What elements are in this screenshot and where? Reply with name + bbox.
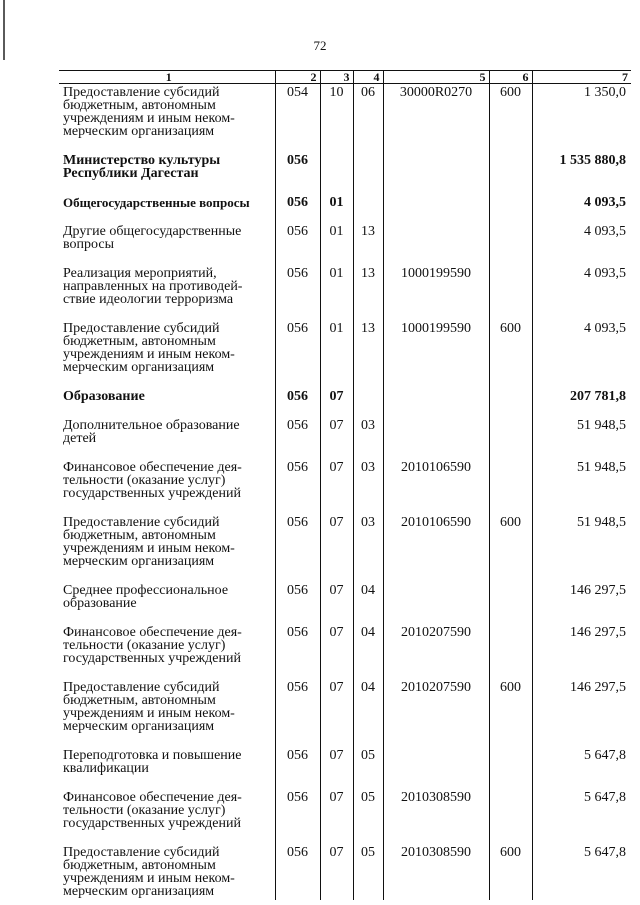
cell-amount: 4 093,5 <box>532 322 631 390</box>
cell-expense-type: 600 <box>489 84 532 155</box>
cell-expense-type <box>489 461 532 516</box>
header-row <box>59 71 631 84</box>
cell-subsection-code: 04 <box>353 681 383 749</box>
cell-expense-type <box>489 791 532 846</box>
table-row <box>59 846 631 900</box>
cell-ministry-code: 056 <box>275 791 320 846</box>
cell-subsection-code: 04 <box>353 584 383 626</box>
cell-subsection-code: 05 <box>353 749 383 791</box>
cell-name: Финансовое обеспечение дея-тельности (оказание услуг) государственных учреждений <box>63 790 242 831</box>
cell-amount: 146 297,5 <box>532 681 631 749</box>
cell-expense-type <box>489 196 532 225</box>
cell-subsection-code: 04 <box>353 626 383 681</box>
cell-subsection-code <box>353 154 383 196</box>
cell-section-code: 01 <box>320 225 353 267</box>
table-row <box>59 584 631 626</box>
cell-subsection-code: 13 <box>353 322 383 390</box>
cell-section-code: 01 <box>320 196 353 225</box>
cell-expense-type <box>489 225 532 267</box>
cell-target-code: 1000199590 <box>383 322 489 390</box>
cell-expense-type: 600 <box>489 681 532 749</box>
cell-target-code: 2010308590 <box>383 791 489 846</box>
cell-target-code: 2010106590 <box>383 461 489 516</box>
cell-section-code: 07 <box>320 749 353 791</box>
cell-amount: 4 093,5 <box>532 225 631 267</box>
cell-amount: 5 647,8 <box>532 846 631 900</box>
cell-amount: 51 948,5 <box>532 461 631 516</box>
cell-section-code: 07 <box>320 419 353 461</box>
table-row <box>59 516 631 584</box>
budget-table <box>59 70 631 900</box>
cell-subsection-code: 13 <box>353 267 383 322</box>
cell-section-code: 07 <box>320 626 353 681</box>
col-header-target: 5 <box>383 71 489 84</box>
cell-subsection-code: 06 <box>353 84 383 155</box>
cell-amount: 4 093,5 <box>532 196 631 225</box>
cell-target-code: 2010207590 <box>383 681 489 749</box>
table-row <box>59 84 631 155</box>
cell-name: Среднее профессиональное образование <box>63 583 229 611</box>
cell-section-code: 01 <box>320 322 353 390</box>
cell-ministry-code: 056 <box>275 196 320 225</box>
cell-ministry-code: 056 <box>275 419 320 461</box>
cell-expense-type: 600 <box>489 846 532 900</box>
col-header-type: 6 <box>489 71 532 84</box>
cell-amount: 146 297,5 <box>532 584 631 626</box>
cell-ministry-code: 056 <box>275 516 320 584</box>
table-row <box>59 681 631 749</box>
table-row <box>59 461 631 516</box>
cell-target-code: 2010308590 <box>383 846 489 900</box>
cell-ministry-code: 056 <box>275 749 320 791</box>
cell-ministry-code: 056 <box>275 461 320 516</box>
cell-target-code <box>383 225 489 267</box>
cell-section-code: 01 <box>320 267 353 322</box>
cell-subsection-code: 03 <box>353 419 383 461</box>
cell-ministry-code: 056 <box>275 267 320 322</box>
cell-expense-type <box>489 390 532 419</box>
cell-section-code <box>320 154 353 196</box>
cell-subsection-code: 03 <box>353 516 383 584</box>
cell-expense-type: 600 <box>489 322 532 390</box>
cell-target-code: 2010106590 <box>383 516 489 584</box>
cell-name: Финансовое обеспечение дея-тельности (оказание услуг) государственных учреждений <box>63 460 242 501</box>
cell-section-code: 07 <box>320 461 353 516</box>
cell-section-code: 07 <box>320 791 353 846</box>
table-row <box>59 626 631 681</box>
cell-section-code: 07 <box>320 516 353 584</box>
col-header-name: 1 <box>59 71 275 84</box>
cell-expense-type <box>489 584 532 626</box>
table-row <box>59 419 631 461</box>
cell-target-code <box>383 584 489 626</box>
table-row <box>59 267 631 322</box>
cell-amount: 1 350,0 <box>532 84 631 155</box>
cell-ministry-code: 056 <box>275 846 320 900</box>
cell-name: Общегосударственные вопросы <box>63 195 250 210</box>
table-row <box>59 322 631 390</box>
cell-name: Предоставление субсидий бюджетным, автономным учреждениям и иным неком-мерческим организациям <box>63 680 235 734</box>
cell-expense-type: 600 <box>489 516 532 584</box>
table-row <box>59 225 631 267</box>
cell-ministry-code: 054 <box>275 84 320 155</box>
cell-ministry-code: 056 <box>275 584 320 626</box>
cell-name: Предоставление субсидий бюджетным, автономным учреждениям и иным неком-мерческим организациям <box>63 845 235 899</box>
cell-target-code <box>383 419 489 461</box>
cell-name: Министерство культуры Республики Дагестан <box>63 153 221 181</box>
cell-section-code: 07 <box>320 584 353 626</box>
cell-target-code <box>383 749 489 791</box>
cell-name: Другие общегосударственные вопросы <box>63 224 242 252</box>
cell-ministry-code: 056 <box>275 626 320 681</box>
cell-ministry-code: 056 <box>275 225 320 267</box>
col-header-amount: 7 <box>532 71 631 84</box>
cell-name: Предоставление субсидий бюджетным, автономным учреждениям и иным неком-мерческим организациям <box>63 515 235 569</box>
cell-target-code <box>383 154 489 196</box>
cell-ministry-code: 056 <box>275 154 320 196</box>
table-row <box>59 390 631 419</box>
cell-amount: 207 781,8 <box>532 390 631 419</box>
cell-expense-type <box>489 749 532 791</box>
cell-amount: 5 647,8 <box>532 749 631 791</box>
table-row <box>59 791 631 846</box>
cell-subsection-code: 13 <box>353 225 383 267</box>
cell-ministry-code: 056 <box>275 681 320 749</box>
cell-subsection-code: 05 <box>353 791 383 846</box>
cell-name: Предоставление субсидий бюджетным, автономным учреждениям и иным неком-мерческим организациям <box>63 321 235 375</box>
cell-expense-type <box>489 154 532 196</box>
cell-target-code <box>383 196 489 225</box>
cell-amount: 146 297,5 <box>532 626 631 681</box>
cell-expense-type <box>489 267 532 322</box>
cell-target-code: 30000R0270 <box>383 84 489 155</box>
cell-amount: 51 948,5 <box>532 516 631 584</box>
cell-name: Образование <box>63 389 145 404</box>
cell-amount: 1 535 880,8 <box>532 154 631 196</box>
cell-subsection-code: 05 <box>353 846 383 900</box>
cell-section-code: 07 <box>320 846 353 900</box>
cell-name: Предоставление субсидий бюджетным, автономным учреждениям и иным неком-мерческим организациям <box>63 85 235 139</box>
cell-section-code: 07 <box>320 681 353 749</box>
cell-name: Дополнительное образование детей <box>63 418 240 446</box>
cell-subsection-code <box>353 196 383 225</box>
cell-expense-type <box>489 626 532 681</box>
cell-target-code <box>383 390 489 419</box>
cell-amount: 5 647,8 <box>532 791 631 846</box>
cell-target-code: 2010207590 <box>383 626 489 681</box>
table-row <box>59 154 631 196</box>
cell-ministry-code: 056 <box>275 322 320 390</box>
table-row <box>59 196 631 225</box>
cell-name: Финансовое обеспечение дея-тельности (оказание услуг) государственных учреждений <box>63 625 242 666</box>
col-header-subsection: 4 <box>353 71 383 84</box>
cell-expense-type <box>489 419 532 461</box>
cell-subsection-code <box>353 390 383 419</box>
cell-target-code: 1000199590 <box>383 267 489 322</box>
cell-subsection-code: 03 <box>353 461 383 516</box>
cell-amount: 51 948,5 <box>532 419 631 461</box>
cell-section-code: 07 <box>320 390 353 419</box>
col-header-ministry: 2 <box>275 71 320 84</box>
col-header-section: 3 <box>320 71 353 84</box>
table-row <box>59 749 631 791</box>
cell-name: Переподготовка и повышение квалификации <box>63 748 242 776</box>
cell-section-code: 10 <box>320 84 353 155</box>
cell-name: Реализация мероприятий, направленных на противодей-ствие идеологии терроризма <box>63 266 243 307</box>
cell-ministry-code: 056 <box>275 390 320 419</box>
page-number: 72 <box>313 38 327 53</box>
cell-amount: 4 093,5 <box>532 267 631 322</box>
